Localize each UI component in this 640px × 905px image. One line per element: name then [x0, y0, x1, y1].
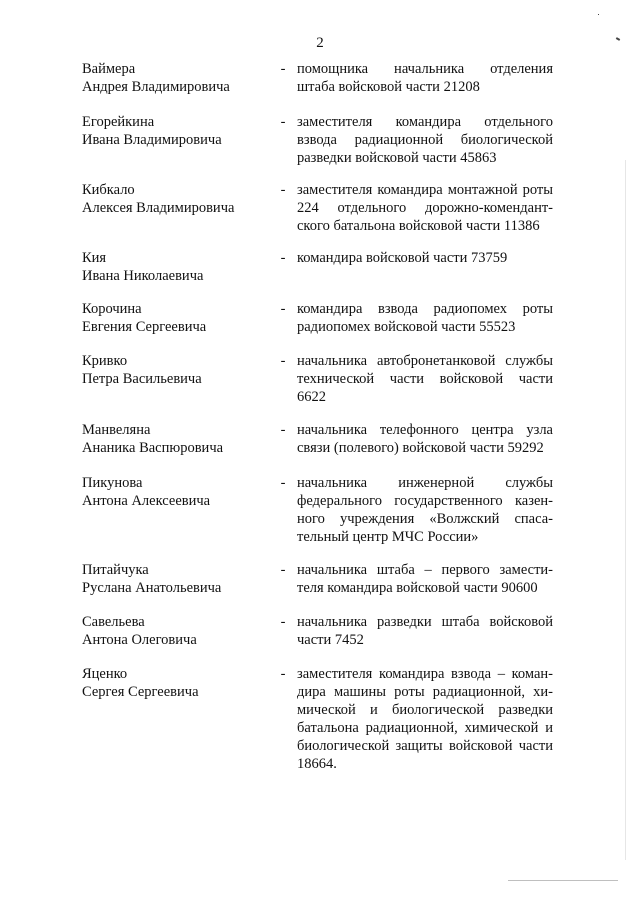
person-name [82, 665, 272, 701]
surname: Кривко [82, 353, 128, 369]
position-description [297, 665, 553, 773]
description-line: заместителя командира взвода – коман- [297, 666, 553, 682]
description-line: штаба войсковой части 21208 [297, 79, 480, 95]
position-description [297, 181, 553, 235]
surname: Корочина [82, 301, 142, 317]
given-names: Руслана Анатольевича [82, 580, 222, 596]
person-name [82, 352, 272, 388]
position-description [297, 300, 553, 336]
description-line: связи (полевого) войсковой части 59292 [297, 440, 544, 456]
description-line: начальника инженерной службы [297, 475, 553, 491]
person-name [82, 300, 272, 336]
description-line: 6622 [297, 389, 326, 405]
separator-dash: - [280, 301, 286, 317]
given-names: Ивана Владимировича [82, 132, 222, 148]
given-names: Антона Алексеевича [82, 493, 211, 509]
surname: Манвеляна [82, 422, 151, 438]
given-names: Евгения Сергеевича [82, 319, 207, 335]
person-name [82, 613, 272, 649]
separator-dash: - [280, 353, 286, 369]
given-names: Алексея Владимировича [82, 200, 235, 216]
person-name [82, 474, 272, 510]
position-description [297, 474, 553, 546]
description-line: начальника штаба – первого замести- [297, 562, 553, 578]
description-line: ского батальона войсковой части 11386 [297, 218, 540, 234]
separator-dash: - [280, 666, 286, 682]
description-line: части 7452 [297, 632, 364, 648]
person-name [82, 561, 272, 597]
description-line: ного учреждения «Волжский спаса- [297, 511, 553, 527]
position-description [297, 613, 553, 649]
given-names: Антона Олеговича [82, 632, 197, 648]
separator-dash: - [280, 422, 286, 438]
scan-edge-line [625, 160, 626, 860]
separator-dash: - [280, 250, 286, 266]
separator-dash: - [280, 614, 286, 630]
description-line: командира войсковой части 73759 [297, 250, 508, 266]
description-line: заместителя командира монтажной роты [297, 182, 553, 198]
person-name [82, 113, 272, 149]
surname: Савельева [82, 614, 145, 630]
description-line: технической части войсковой части [297, 371, 553, 387]
separator-dash: - [280, 61, 286, 77]
surname: Кия [82, 250, 107, 266]
description-line: 18664. [297, 756, 337, 772]
given-names: Ананика Васпюровича [82, 440, 224, 456]
description-line: биологической защиты войсковой части [297, 738, 553, 754]
description-line: помощника начальника отделения [297, 61, 553, 77]
description-line: взвода радиационной биологической [297, 132, 553, 148]
surname: Питайчука [82, 562, 149, 578]
description-line: начальника автобронетанковой службы [297, 353, 553, 369]
scan-edge-line [508, 880, 618, 881]
person-name [82, 181, 272, 217]
description-line: разведки войсковой части 45863 [297, 150, 497, 166]
position-description [297, 561, 553, 597]
separator-dash: - [280, 114, 286, 130]
given-names: Петра Васильевича [82, 371, 202, 387]
person-name [82, 249, 272, 285]
position-description [297, 113, 553, 167]
description-line: 224 отдельного дорожно-комендант- [297, 200, 553, 216]
surname: Егорейкина [82, 114, 155, 130]
page-number: 2 [316, 35, 324, 51]
description-line: федерального государственного казен- [297, 493, 553, 509]
scan-speck [598, 14, 599, 15]
separator-dash: - [280, 182, 286, 198]
surname: Ваймера [82, 61, 136, 77]
separator-dash: - [280, 475, 286, 491]
description-line: начальника разведки штаба войсковой [297, 614, 553, 630]
description-line: начальника телефонного центра узла [297, 422, 553, 438]
position-description [297, 249, 553, 267]
surname: Яценко [82, 666, 128, 682]
description-line: командира взвода радиопомех роты [297, 301, 553, 317]
person-name [82, 60, 272, 96]
separator-dash: - [280, 562, 286, 578]
person-name [82, 421, 272, 457]
surname: Пикунова [82, 475, 143, 491]
position-description [297, 421, 553, 457]
surname: Кибкало [82, 182, 135, 198]
description-line: теля командира войсковой части 90600 [297, 580, 538, 596]
description-line: батальона радиационной, химической и [297, 720, 553, 736]
description-line: тельный центр МЧС России» [297, 529, 479, 545]
description-line: мической и биологической разведки [297, 702, 553, 718]
given-names: Андрея Владимировича [82, 79, 230, 95]
given-names: Ивана Николаевича [82, 268, 204, 284]
description-line: заместителя командира отдельного [297, 114, 553, 130]
description-line: дира машины роты радиационной, хи- [297, 684, 553, 700]
description-line: радиопомех войсковой части 55523 [297, 319, 516, 335]
given-names: Сергея Сергеевича [82, 684, 199, 700]
position-description [297, 352, 553, 406]
position-description [297, 60, 553, 96]
